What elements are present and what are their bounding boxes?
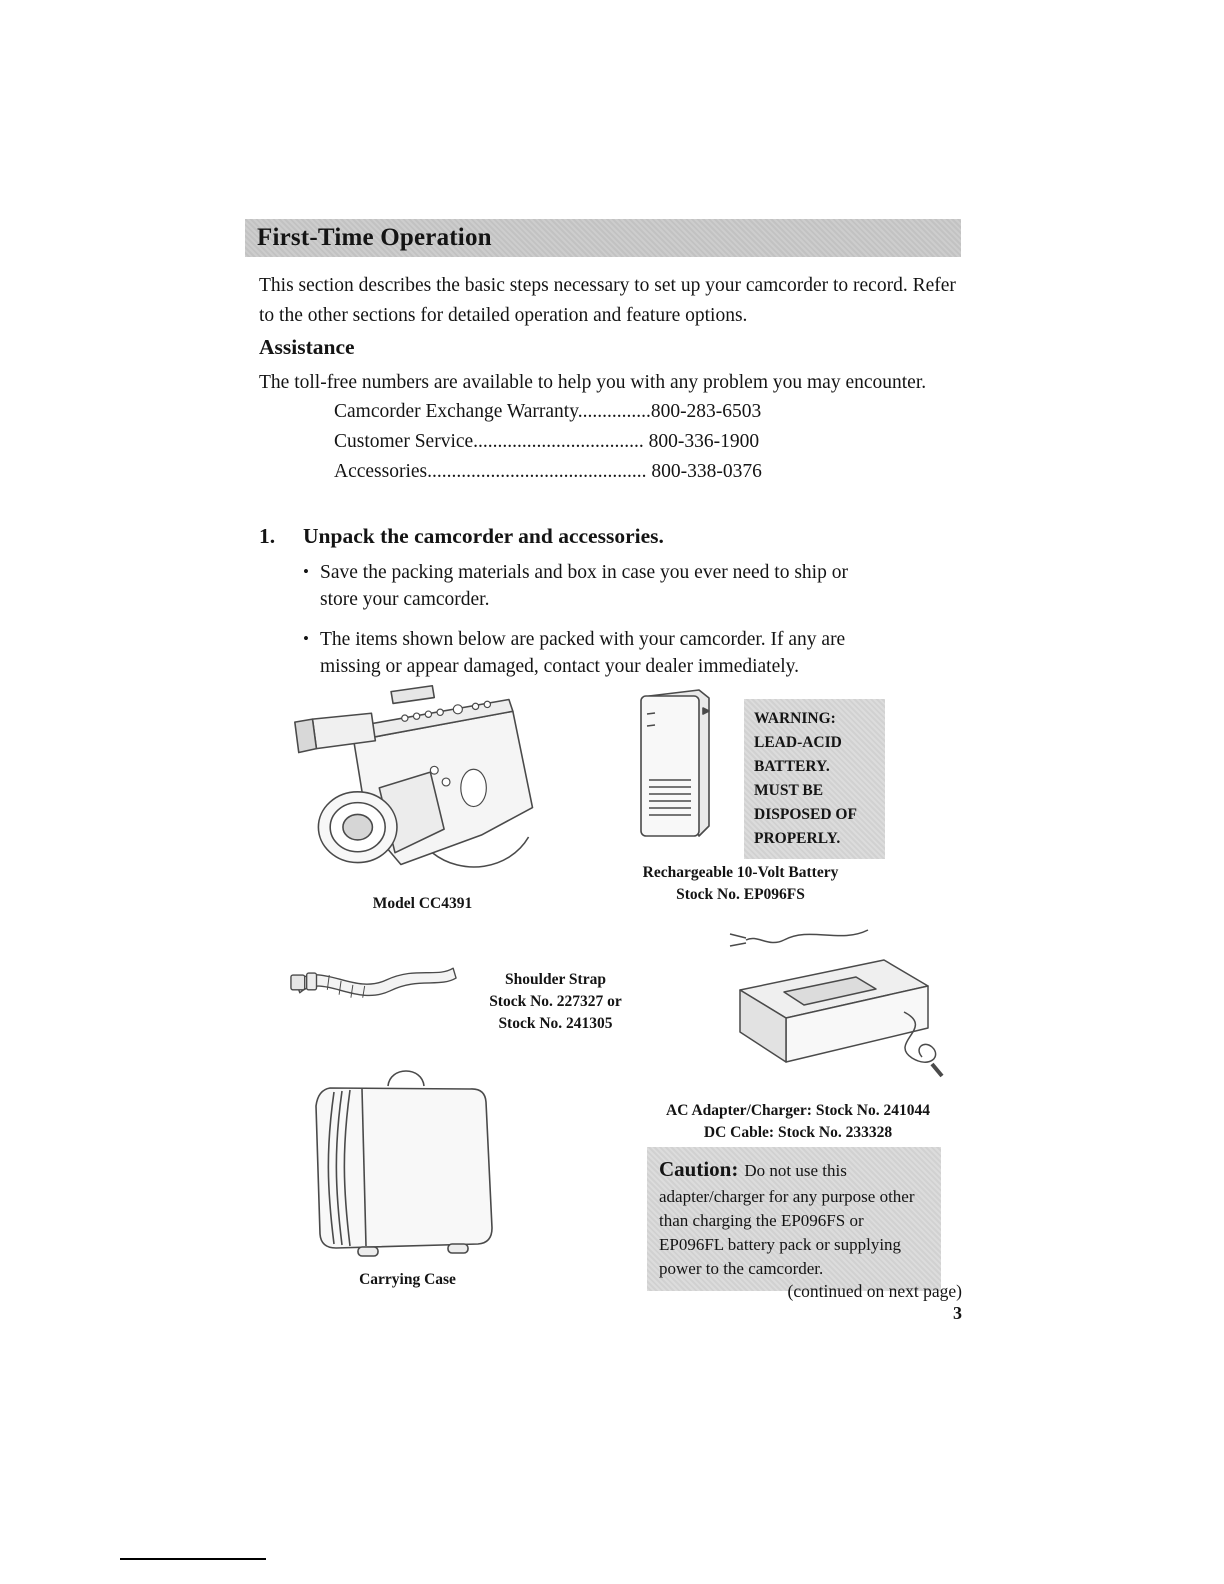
adapter-caption-line1: AC Adapter/Charger: Stock No. 241044 (666, 1102, 930, 1119)
carrying-case-illustration (300, 1058, 515, 1266)
adapter-caption (640, 1100, 956, 1144)
adapter-caption-line2: DC Cable: Stock No. 233328 (703, 1124, 893, 1141)
warning-line: PROPERLY. (754, 830, 841, 847)
warning-line: BATTERY. (754, 758, 830, 775)
warning-line: MUST BE (754, 782, 824, 799)
assistance-heading: Assistance (259, 335, 355, 359)
bullet-save-packing: • Save the packing materials and box in case you ever need to ship or store your camcorder. (303, 560, 863, 614)
footer-rule (120, 1558, 266, 1560)
intro-paragraph: This section describes the basic steps necessary to set up your camcorder to record. Refer to the other sections for detailed operation and feature options. (259, 275, 956, 326)
warning-line: WARNING: (754, 710, 836, 727)
strap-caption-line2: Stock No. 227327 or (489, 993, 622, 1010)
battery-figure (633, 686, 717, 844)
battery-warning-box (744, 699, 885, 859)
continued-note: (continued on next page) (787, 1281, 962, 1301)
battery-caption-line1: Rechargeable 10-Volt Battery (642, 864, 839, 881)
caution-label: Caution: (659, 1157, 739, 1181)
strap-caption (468, 969, 643, 1035)
camcorder-caption: Model CC4391 (372, 895, 473, 912)
section-title: First-Time Operation (257, 224, 492, 251)
phone-number-list (334, 397, 762, 487)
bullet-items-shown: • The items shown below are packed with your camcorder. If any are missing or appear damaged, contact your dealer immediately. (303, 627, 863, 681)
strap-caption-line1: Shoulder Strap (505, 971, 606, 988)
phone-line-customer-service: Customer Service................................... 800-336-1900 (334, 431, 760, 452)
ac-adapter-illustration (688, 916, 956, 1094)
camcorder-figure (285, 676, 560, 888)
caution-text: Do not use this adapter/charger for any purpose other than charging the EP096FS or EP096FL battery pack or supplying power to the camcorder. (659, 1161, 915, 1279)
assistance-body: The toll-free numbers are available to help you with any problem you may encounter. (259, 372, 927, 393)
battery-illustration (633, 686, 717, 844)
phone-line-accessories: Accessories............................................. 800-338-0376 (334, 461, 762, 482)
step1-heading (259, 524, 664, 549)
strap-figure (288, 946, 460, 1014)
case-caption: Carrying Case (359, 1271, 456, 1288)
adapter-figure (688, 916, 956, 1094)
case-figure (300, 1058, 515, 1266)
step1-number: 1. (259, 524, 276, 548)
shoulder-strap-illustration (288, 946, 460, 1014)
caution-box (647, 1147, 941, 1291)
warning-line: DISPOSED OF (754, 806, 857, 823)
warning-line: LEAD-ACID (754, 734, 842, 751)
page-number: 3 (953, 1303, 962, 1323)
section-title-bar (245, 219, 961, 257)
battery-caption-line2: Stock No. EP096FS (676, 886, 805, 903)
phone-line-warranty: Camcorder Exchange Warranty...............800-283-6503 (334, 401, 762, 422)
step1-bullet-list (303, 560, 863, 694)
strap-caption-line3: Stock No. 241305 (498, 1015, 613, 1032)
battery-caption (613, 862, 868, 906)
step1-heading-text: Unpack the camcorder and accessories. (303, 524, 664, 548)
camcorder-illustration (285, 676, 560, 888)
